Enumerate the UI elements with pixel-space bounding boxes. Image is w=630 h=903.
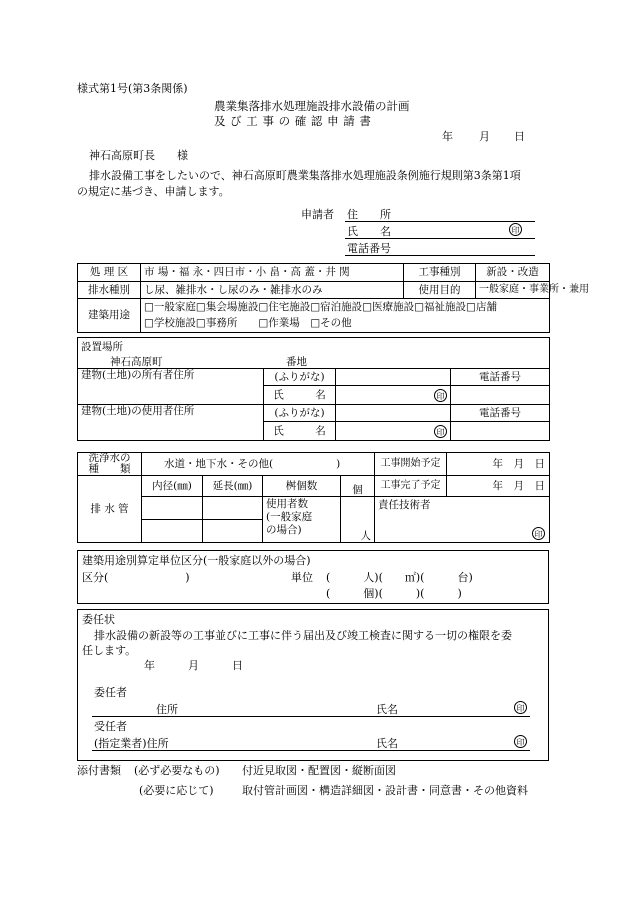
attachments-required-docs: 付近見取図・配置図・縦断面図 <box>242 764 396 777</box>
applicant-name-label: 氏 名 <box>347 225 391 238</box>
location-table <box>77 337 550 441</box>
user-name-label: 氏 名 <box>264 422 336 441</box>
building-use-line-1: □一般家庭□集会場施設□住宅施設□宿泊施設□医療施設□福祉施設□店舗 <box>144 301 497 314</box>
location-town: 神石高原町 <box>110 355 163 368</box>
location-banchi: 番地 <box>286 355 307 368</box>
form-number: 様式第1号(第3条関係) <box>77 82 188 95</box>
applicant-phone-label: 電話番号 <box>347 242 391 255</box>
seal-icon: 印 <box>434 425 447 438</box>
delegator-line <box>92 716 530 717</box>
building-use-line-2: □学校施設□事務所 □作業場 □その他 <box>144 316 352 329</box>
masu-count-unit: 個 <box>341 476 375 497</box>
attachments-optional-label: (必要に応じて) <box>139 784 214 797</box>
intro-line-2: の規定に基づき、申請します。 <box>77 185 230 198</box>
location-label: 設置場所 <box>81 341 123 353</box>
delegatee-name-label: 氏名 <box>376 737 398 750</box>
drain-type-value: し尿、雑排水・し尿のみ・雑排水のみ <box>141 282 404 299</box>
date-day: 日 <box>514 130 525 143</box>
proxy-text-line-1: 排水設備の新設等の工事並びに工事に伴う届出及び竣工検査に関する一切の権限を委 <box>94 629 512 642</box>
purpose-value: 一般家庭・事業所・兼用 <box>476 282 550 299</box>
date-month: 月 <box>479 130 490 143</box>
seal-icon: 印 <box>434 389 447 402</box>
application-table <box>77 263 589 333</box>
calc-row-2: ( 個)( )( ) <box>326 587 462 600</box>
start-date: 年 月 日 <box>447 453 550 476</box>
users-label: 使用者数 (一般家庭 の場合) <box>263 497 341 543</box>
intro-line-1: 排水設備工事をしたいので、神石高原町農業集落排水処理施設条例施行規則第3条第1項 <box>89 169 521 182</box>
seal-icon: 印 <box>514 735 527 748</box>
building-use-label: 建築用途 <box>78 299 141 333</box>
engineer-label: 責任技術者 <box>378 499 431 512</box>
start-label: 工事開始予定 <box>375 453 447 476</box>
user-furigana: (ふりがな) <box>264 405 336 422</box>
calc-title: 建築用途別算定単位区分(一般家庭以外の場合) <box>82 554 311 567</box>
applicant-seal <box>509 223 522 236</box>
user-phone-label: 電話番号 <box>451 405 550 422</box>
title-line-1: 農業集落排水処理施設排水設備の計画 <box>214 99 410 113</box>
masu-count-label: 桝個数 <box>263 476 341 497</box>
owner-phone-label: 電話番号 <box>451 369 550 386</box>
delegator-name-label: 氏名 <box>376 703 398 716</box>
delegatee-address-label: (指定業者)住所 <box>94 737 169 750</box>
attachments-optional-docs: 取付管計画図・構造詳細図・設計書・同意書・その他資料 <box>242 784 528 797</box>
delegatee-label: 受任者 <box>94 720 127 733</box>
seal-icon: 印 <box>509 223 522 236</box>
length-label: 延長(㎜) <box>203 476 263 497</box>
calc-unit-label: 単位 <box>291 571 313 584</box>
attachments-required-label: (必ず必要なもの) <box>134 764 220 777</box>
applicant-phone-line <box>345 255 535 256</box>
users-unit: 人 <box>341 497 375 543</box>
end-date: 年 月 日 <box>447 476 550 497</box>
addressee: 神石高原町長 様 <box>89 149 188 162</box>
owner-name-label: 氏 名 <box>264 386 336 405</box>
applicant-address-line <box>345 221 535 222</box>
water-type-label: 洗浄水の 種 類 <box>78 453 142 476</box>
seal-icon: 印 <box>532 527 545 540</box>
calc-kubun: 区分( ) <box>82 571 190 584</box>
district-value: 市 場・福 永・四日市・小 畠・高 蓋・井 関 <box>141 264 404 282</box>
title-line-2: 及 び 工 事 の 確 認 申 請 書 <box>214 114 372 128</box>
drain-table <box>77 452 550 543</box>
attachments-label: 添付書類 <box>77 764 121 777</box>
user-label: 建物(土地)の使用者住所 <box>78 405 264 422</box>
work-type-value: 新設・改造 <box>476 264 550 282</box>
pipe-label: 排 水 管 <box>78 476 142 543</box>
delegator-label: 委任者 <box>94 686 127 699</box>
delegator-address-label: 住所 <box>156 703 178 716</box>
purpose-label: 使用目的 <box>404 282 476 299</box>
delegatee-line <box>92 750 530 751</box>
drain-type-label: 排水種別 <box>78 282 141 299</box>
owner-furigana: (ふりがな) <box>264 369 336 386</box>
district-label: 処 理 区 <box>78 264 141 282</box>
proxy-title: 委任状 <box>82 613 115 626</box>
proxy-date: 年 月 日 <box>144 659 243 672</box>
applicant-address-label: 住 所 <box>347 208 391 221</box>
seal-icon: 印 <box>514 701 527 714</box>
engineer-cell <box>375 497 550 543</box>
applicant-name-line <box>345 238 535 239</box>
inner-diameter-label: 内径(㎜) <box>142 476 203 497</box>
end-label: 工事完了予定 <box>375 476 447 497</box>
work-type-label: 工事種別 <box>404 264 476 282</box>
date-year: 年 <box>442 130 453 143</box>
calc-row-1: ( 人)( ㎡)( 台) <box>326 571 473 584</box>
applicant-label: 申請者 <box>301 208 334 221</box>
building-use-options <box>141 299 550 333</box>
water-type-value: 水道・地下水・その他( ) <box>142 453 375 476</box>
owner-label: 建物(土地)の所有者住所 <box>78 369 264 386</box>
location-cell <box>78 338 550 369</box>
proxy-text-line-2: 任します。 <box>82 644 137 657</box>
